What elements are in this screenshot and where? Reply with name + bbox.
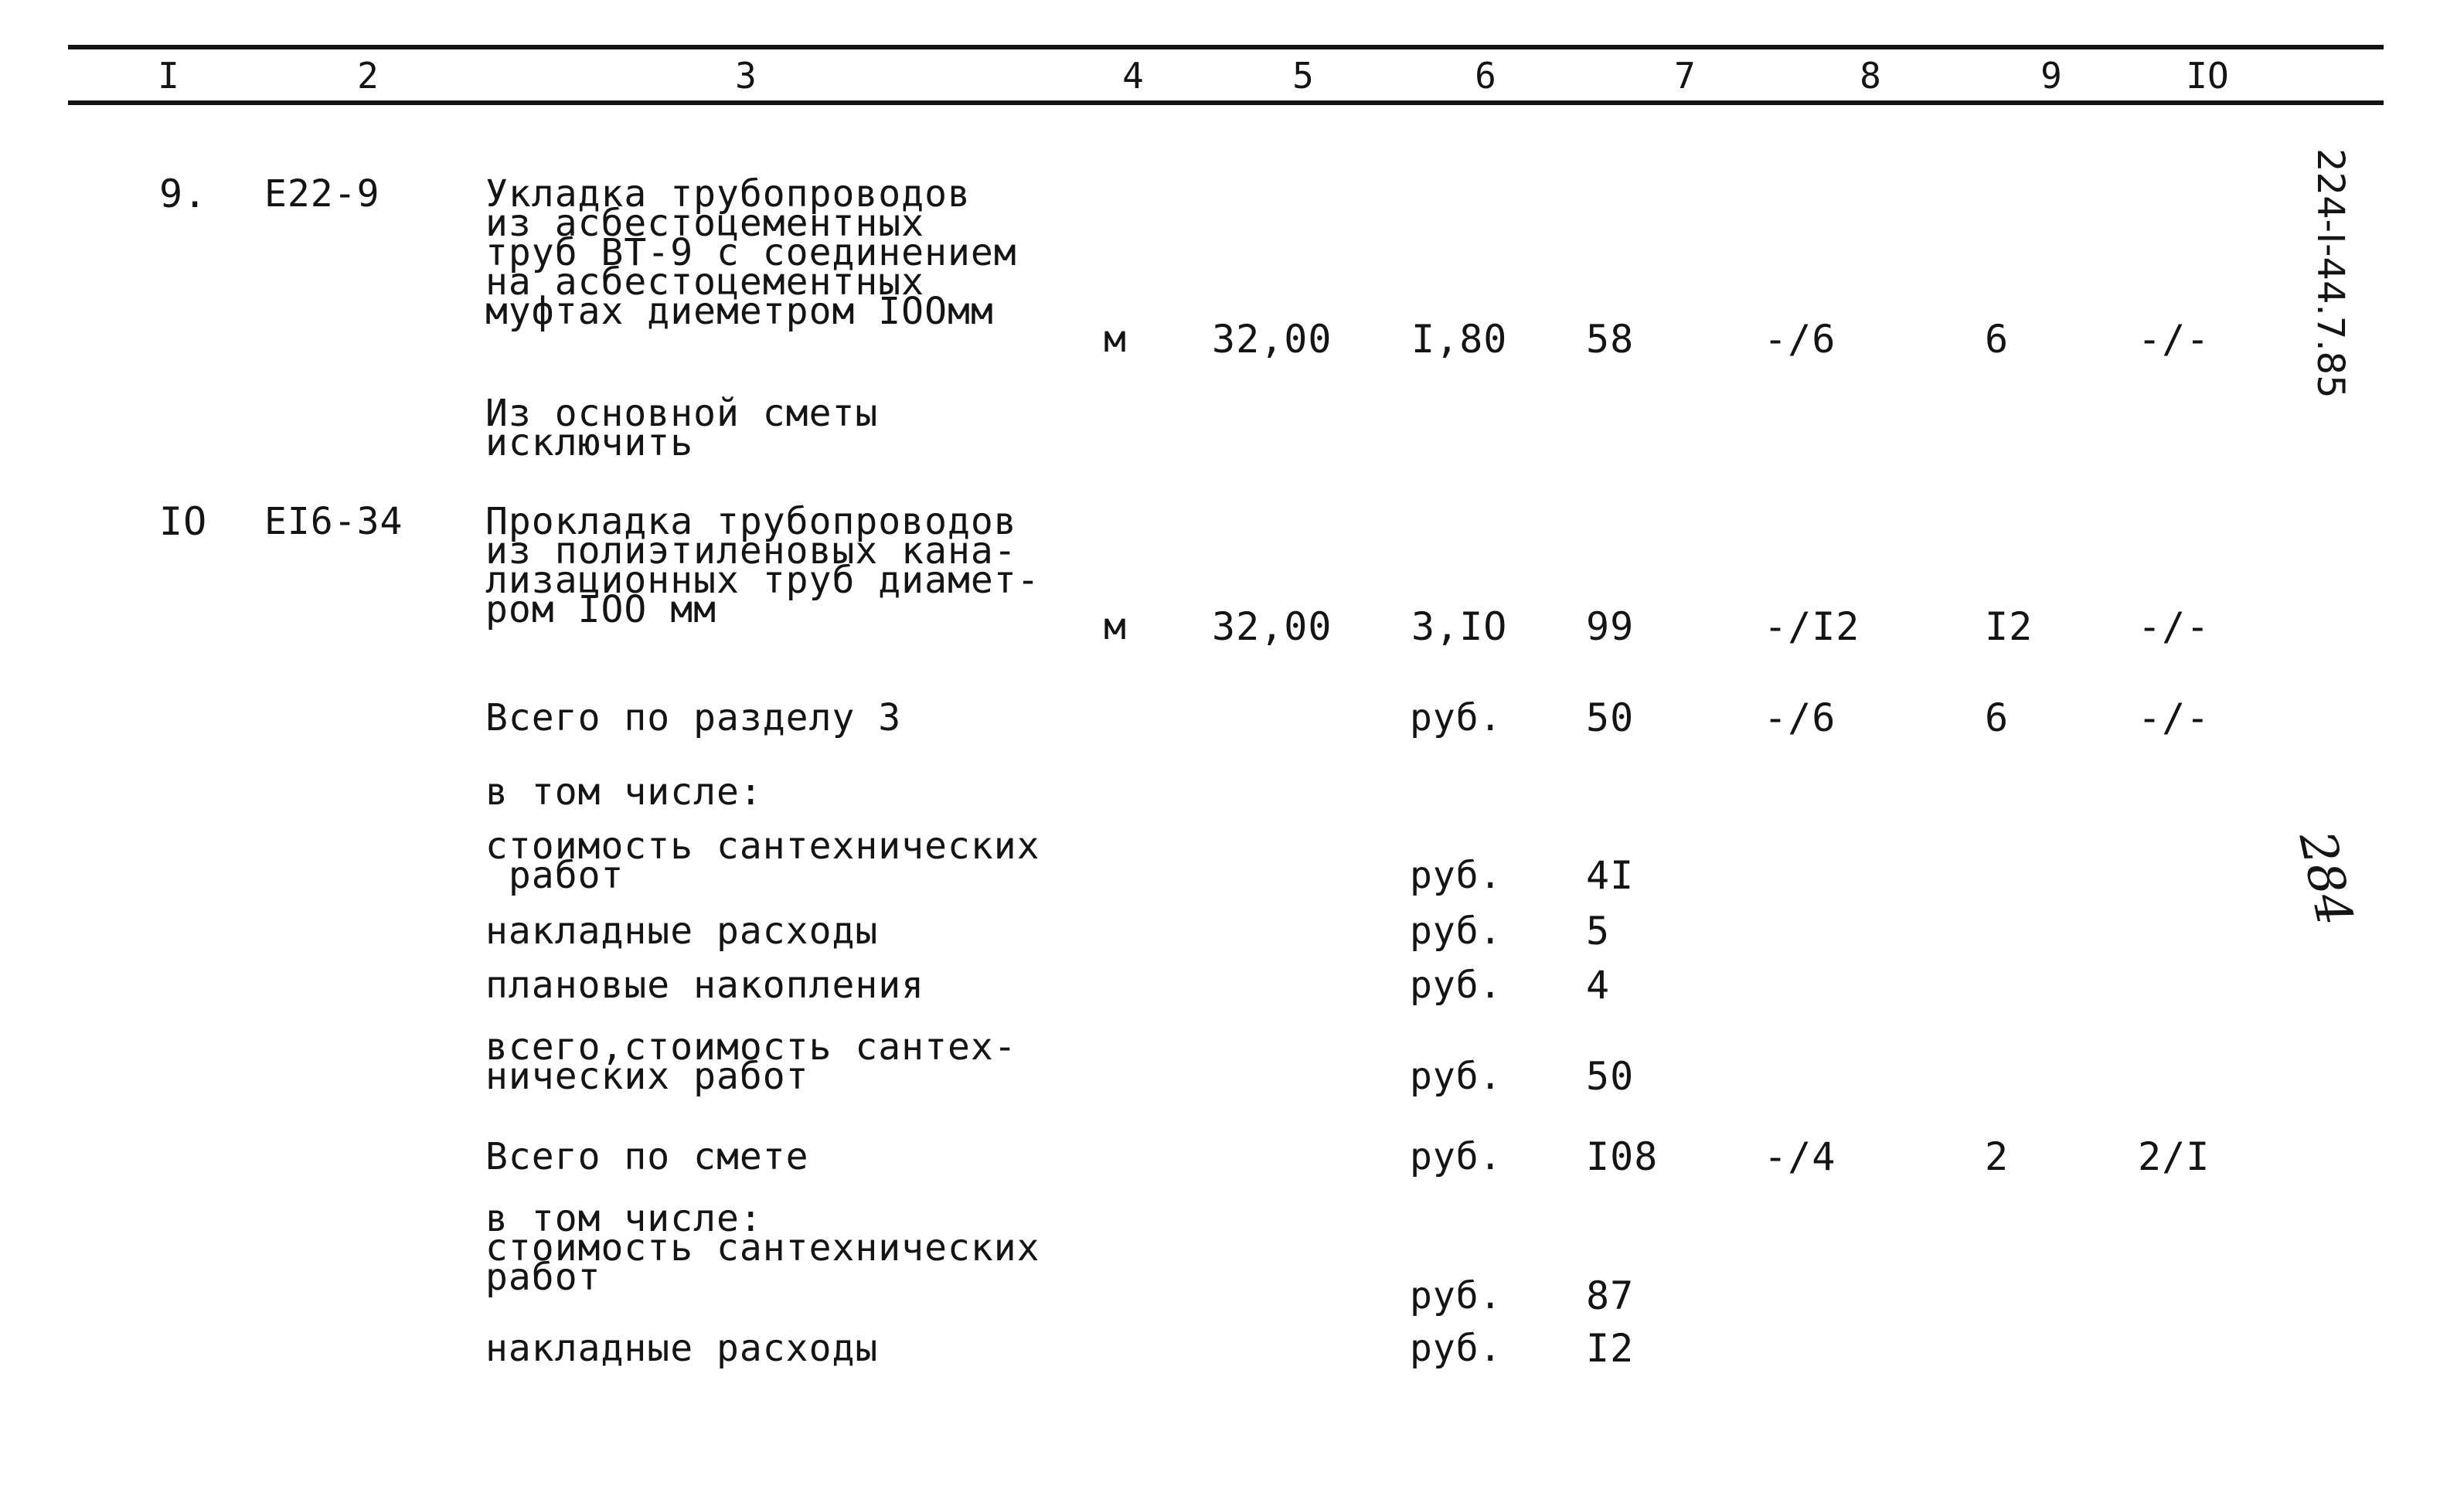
row-unit-rub: руб.	[1410, 854, 1503, 897]
column-header-9: 9	[2040, 55, 2062, 97]
column-header-3: 3	[735, 55, 757, 97]
row-total: 4	[1586, 963, 1611, 1008]
row-unit-rub: руб.	[1410, 1327, 1503, 1370]
document-code: 224-I-44.7.85	[2309, 148, 2352, 399]
row-total: I2	[1586, 1326, 1635, 1371]
breakdown-total-label: всего,стоимость сантех- нических работ	[485, 1025, 1017, 1098]
row-quantity: 32,00	[1212, 317, 1332, 362]
row-total: I08	[1586, 1134, 1659, 1179]
breakdown-label: стоимость сантехнических работ	[485, 824, 1040, 897]
column-header-10: IO	[2186, 55, 2229, 97]
row-price: 3,IO	[1411, 604, 1508, 649]
row-col-10: -/-	[2138, 695, 2210, 740]
row-total: 58	[1586, 317, 1635, 362]
row-total: 87	[1586, 1273, 1635, 1318]
column-header-7: 7	[1674, 55, 1696, 97]
breakdown-label: накладные расходы	[485, 909, 879, 953]
row-unit-rub: руб.	[1410, 909, 1503, 953]
row-col-8: -/4	[1764, 1134, 1836, 1179]
estimate-total-label: Всего по смете	[485, 1135, 809, 1178]
row-col-8: -/6	[1764, 317, 1836, 362]
header-rule	[68, 100, 2384, 105]
row-unit-rub: руб.	[1410, 964, 1503, 1007]
breakdown-label: накладные расходы	[485, 1327, 879, 1370]
row-number: 9.	[159, 172, 208, 216]
row-price: I,80	[1411, 317, 1508, 362]
exclusion-note: Из основной сметы исключить	[485, 392, 879, 464]
column-header-6: 6	[1475, 55, 1496, 97]
row-unit-rub: руб.	[1410, 696, 1503, 739]
top-rule	[68, 45, 2384, 49]
row-description: Прокладка трубопроводов из полиэтиленовых кана- лизационных труб диамет- ром IOO мм	[485, 500, 1040, 631]
breakdown-label: в том числе: стоимость сантехнических работ	[485, 1197, 1040, 1299]
handwritten-page-number: 284	[2287, 826, 2364, 931]
column-header-4: 4	[1122, 55, 1144, 97]
row-code: E22-9	[264, 172, 380, 216]
row-col-9: 2	[1985, 1134, 2010, 1179]
row-number: IO	[159, 499, 208, 544]
row-unit: м	[1104, 318, 1127, 361]
including-label: в том числе:	[485, 770, 763, 814]
row-total: 4I	[1586, 853, 1635, 898]
row-unit: м	[1104, 605, 1127, 648]
column-header-1: I	[158, 55, 179, 97]
row-col-8: -/6	[1764, 695, 1836, 740]
row-total: 99	[1586, 604, 1635, 649]
section-total-label: Всего по разделу 3	[485, 696, 902, 739]
row-unit-rub: руб.	[1410, 1274, 1503, 1317]
row-unit-rub: руб.	[1410, 1135, 1503, 1178]
row-col-10: -/-	[2138, 317, 2210, 362]
row-total: 50	[1586, 1054, 1635, 1099]
row-col-8: -/I2	[1764, 604, 1860, 649]
row-total: 50	[1586, 695, 1635, 740]
column-header-2: 2	[357, 55, 379, 97]
row-col-9: 6	[1985, 695, 2010, 740]
row-unit-rub: руб.	[1410, 1055, 1503, 1098]
row-col-10: 2/I	[2138, 1134, 2210, 1179]
row-col-9: I2	[1985, 604, 2033, 649]
row-col-9: 6	[1985, 317, 2010, 362]
row-col-10: -/-	[2138, 604, 2210, 649]
column-header-8: 8	[1860, 55, 1881, 97]
row-code: EI6-34	[264, 500, 403, 543]
row-quantity: 32,00	[1212, 604, 1332, 649]
column-header-5: 5	[1292, 55, 1314, 97]
breakdown-label: плановые накопления	[485, 964, 925, 1007]
row-total: 5	[1586, 909, 1611, 954]
row-description: Укладка трубопроводов из асбестоцементных труб ВТ-9 с соединением на асбестоцементных муфтах диеметром IOOмм	[485, 172, 1017, 333]
